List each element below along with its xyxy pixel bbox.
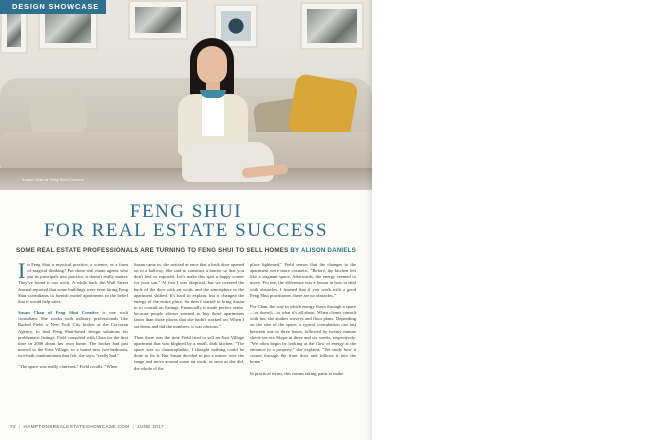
page-footer: 72 | HAMPTONSREALESTATESHOWCASE.COM | JUNE 2017 bbox=[10, 424, 165, 429]
paragraph bbox=[18, 262, 128, 305]
section-banner: DESIGN SHOWCASE bbox=[0, 0, 106, 14]
article-column-2 bbox=[134, 262, 244, 422]
paragraph-text: n Feng Shui a mystical practice, a science, or a form of magical thinking? For those real estate agents who put its principals into practice, it doesn't really matter. They've found it can work. A while back the Wall Street Journal reported that some buildings were even hiring Feng Shui consultants to furnish model apartments in the belief that it would help sales. bbox=[18, 262, 128, 304]
article-title-line-2: FOR REAL ESTATE SUCCESS bbox=[43, 220, 329, 241]
paragraph: For Chan, the way in which energy flows through a space—or doesn't—is what it's all about. When clients consult with her, she studies surveys and floor plans. Depending on the size of the space, a typical consultation can last between one to three hours, followed by twenty minute check-ins via Skype at three and six weeks, respectively. "We often begin by looking at the flow of energy at the entrance to a property," she explains. "We study how it comes through the front door and follows it into the home." bbox=[250, 303, 356, 365]
issue-date: JUNE 2017 bbox=[137, 424, 165, 429]
byline: BY ALISON DANIELS bbox=[290, 247, 356, 254]
deck-text: SOME REAL ESTATE PROFESSIONALS ARE TURNING TO FENG SHUI TO SELL HOMES bbox=[16, 247, 289, 254]
paragraph: Then there was the time Field tried to sell an East Village apartment that was blighted by a small, dark kitchen. "The space was so claustrophobic, I thought nothing could be done to fix it. But Susan decided to put a mirror over the range and move around some art work, as soon as she did, the whole of the bbox=[134, 334, 244, 371]
paragraph: Susan came in, she noticed at once that a back door opened on to a hallway. She said to construct a barrier so that you don't feel so exposed. Let's make this spot a happy corner for your son." At first I was skeptical, but we covered the back of the door with art work, and the atmosphere in the apartment shifted. It's hard to explain, but it changed the energy of the entire place. So then I started to bring Susan in to consult on listings. Financially it made perfect sense, because people always seemed to buy those apartments faster than those places that she hadn't worked on. When I sat down and did the numbers, it was obvious." bbox=[134, 262, 244, 329]
paragraph: "The space was really cluttered," Field recalls. "When bbox=[18, 364, 118, 370]
portrait-subject bbox=[170, 38, 260, 188]
wall-art-frame bbox=[128, 0, 188, 40]
article-title-line-1: FENG SHUI bbox=[129, 201, 243, 222]
paragraph: place lightened," Field senses that the changes to the apartment were more cosmetic. "Before, the kitchen felt like a stagnant space. Afterwards, the energy seemed to move. For me, the difference was a lesson in how to deal with obstacles. I learned that if you work with a good Feng Shui practitioner, there are no obstacles." bbox=[250, 262, 356, 298]
paragraph: In practical terms, this means taking pains to make bbox=[250, 370, 344, 376]
paragraph-text: is one such consultant. She works with industry professionals like Rachel Field, a New York City broker at the Corcoran Agency, to find Feng Shui-based design solutions for problematic listings. Field consulted with Chan for the first time in 2008 about her own home. The broker had just moved to the East Village, to a brand new two-bedroom, two-bath condominium that felt, she says, "really bad." bbox=[18, 310, 128, 359]
hero-photo bbox=[0, 0, 372, 190]
article-subtitle bbox=[0, 247, 372, 254]
article-column-3 bbox=[250, 262, 356, 422]
wall-art-frame bbox=[300, 2, 364, 50]
article-column-1 bbox=[18, 262, 128, 422]
consultant-name: Susan Chan of Feng Shui Creative bbox=[18, 310, 99, 316]
page-number: 72 bbox=[10, 424, 16, 429]
website: HAMPTONSREALESTATESHOWCASE.COM bbox=[23, 424, 130, 429]
paragraph bbox=[18, 310, 128, 359]
drop-cap: I bbox=[18, 262, 26, 283]
photo-credit: Susan Chan of Feng Shui Creative bbox=[22, 178, 84, 182]
